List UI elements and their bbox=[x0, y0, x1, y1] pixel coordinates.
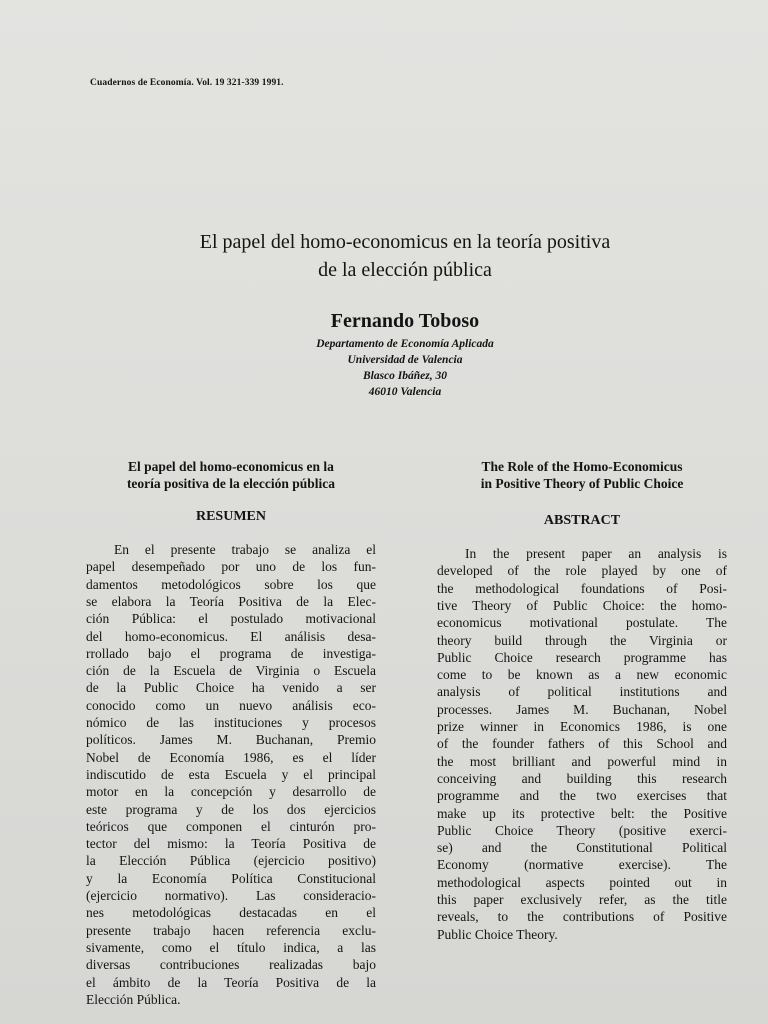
body-line: diversas contribuciones realizadas bajo bbox=[86, 957, 376, 973]
body-line: este programa y de los dos ejercicios bbox=[86, 801, 376, 817]
body-line: del homo-economicus. El análisis desa- bbox=[86, 628, 376, 644]
body-line: el ámbito de la Teoría Positiva de la bbox=[86, 974, 376, 990]
english-title-line-1: The Role of the Homo-Economicus bbox=[481, 459, 683, 474]
body-line: In the present paper an analysis is bbox=[465, 546, 727, 561]
body-line: indiscutido de esta Escuela y el principal bbox=[86, 766, 376, 782]
journal-reference: Cuadernos de Economía. Vol. 19 321-339 1991. bbox=[90, 78, 284, 88]
body-line: nes metodológicas destacadas en el bbox=[86, 905, 376, 921]
body-line: of the founder fathers of this School and bbox=[437, 736, 727, 752]
affiliation-department: Departamento de Economía Aplicada bbox=[316, 338, 494, 350]
affiliation-street: Blasco Ibáñez, 30 bbox=[362, 370, 448, 382]
body-line: (ejercicio normativo). Las consideracio- bbox=[86, 888, 376, 903]
body-line: conceiving and building this research bbox=[437, 770, 727, 786]
body-line: se) and the Constitutional Political bbox=[437, 840, 727, 856]
author-name: Fernando Toboso bbox=[330, 310, 480, 332]
body-line: processes. James M. Buchanan, Nobel bbox=[437, 701, 727, 717]
body-line: y la Economía Política Constitucional bbox=[86, 870, 376, 886]
body-line: reveals, to the contributions of Positive bbox=[437, 909, 727, 925]
affiliation-university: Universidad de Valencia bbox=[347, 354, 463, 366]
body-line: the most brilliant and powerful mind in bbox=[437, 753, 727, 769]
english-title-line-2: in Positive Theory of Public Choice bbox=[480, 476, 684, 491]
resumen-heading: RESUMEN bbox=[195, 509, 266, 524]
body-line: developed of the role played by one of bbox=[437, 563, 727, 579]
spanish-title-line-1: El papel del homo-economicus en la bbox=[128, 459, 334, 474]
body-line: la Elección Pública (ejercicio positivo) bbox=[86, 853, 376, 869]
body-line: the methodological foundations of Posi- bbox=[437, 580, 727, 596]
body-line: tive Theory of Public Choice: the homo- bbox=[437, 597, 727, 613]
body-line: make up its protective belt: the Positive bbox=[437, 805, 727, 821]
body-line: rrollado bajo el programa de investiga- bbox=[86, 645, 376, 661]
body-line: nómico de las instituciones y procesos bbox=[86, 715, 376, 730]
body-line: economicus motivational postulate. The bbox=[437, 615, 727, 631]
body-line: Elección Pública. bbox=[86, 991, 181, 1007]
body-line: methodological aspects pointed out in bbox=[437, 874, 727, 890]
body-line: En el presente trabajo se analiza el bbox=[114, 542, 376, 557]
spanish-title-line-2: teoría positiva de la elección pública bbox=[126, 476, 336, 491]
body-line: Public Choice Theory (positive exerci- bbox=[437, 822, 727, 838]
abstract-heading: ABSTRACT bbox=[543, 513, 621, 528]
body-line: sivamente, como el título indica, a las bbox=[86, 939, 376, 955]
body-line: motor en la concepción y desarrollo de bbox=[86, 784, 376, 800]
body-line: theory build through the Virginia or bbox=[437, 632, 727, 648]
body-line: papel desempeñado por uno de los fun- bbox=[86, 559, 376, 575]
body-line: Public Choice research programme has bbox=[437, 649, 727, 665]
body-line: come to be known as a new economic bbox=[437, 667, 727, 683]
body-line: políticos. James M. Buchanan, Premio bbox=[86, 732, 376, 748]
english-column bbox=[437, 0, 727, 1024]
body-line: Economy (normative exercise). The bbox=[437, 857, 727, 873]
article-title-line-2: de la elección pública bbox=[318, 259, 492, 281]
body-line: se elabora la Teoría Positiva de la Elec- bbox=[86, 593, 376, 609]
body-line: analysis of political institutions and bbox=[437, 684, 727, 700]
body-line: damentos metodológicos sobre los que bbox=[86, 576, 376, 592]
body-line: programme and the two exercises that bbox=[437, 788, 727, 804]
body-line: this paper exclusively refer, as the title bbox=[437, 892, 727, 907]
article-title-line-1: El papel del homo-economicus en la teoría positiva bbox=[199, 231, 611, 253]
affiliation-city: 46010 Valencia bbox=[368, 386, 442, 398]
body-line: teóricos que componen el cinturón pro- bbox=[86, 818, 376, 834]
body-line: Nobel de Economía 1986, es el líder bbox=[86, 749, 376, 765]
body-line: ción Pública: el postulado motivacional bbox=[86, 611, 376, 627]
body-line: Public Choice Theory. bbox=[437, 926, 558, 942]
body-line: presente trabajo hacen referencia exclu- bbox=[86, 922, 376, 938]
spanish-column bbox=[86, 0, 376, 1024]
body-line: conocido como un nuevo análisis eco- bbox=[86, 697, 376, 713]
body-line: de la Public Choice ha venido a ser bbox=[86, 680, 376, 696]
body-line: prize winner in Economics 1986, is one bbox=[437, 719, 727, 734]
body-line: tector del mismo: la Teoría Positiva de bbox=[86, 836, 376, 852]
body-line: ción de la Escuela de Virginia o Escuela bbox=[86, 663, 376, 679]
